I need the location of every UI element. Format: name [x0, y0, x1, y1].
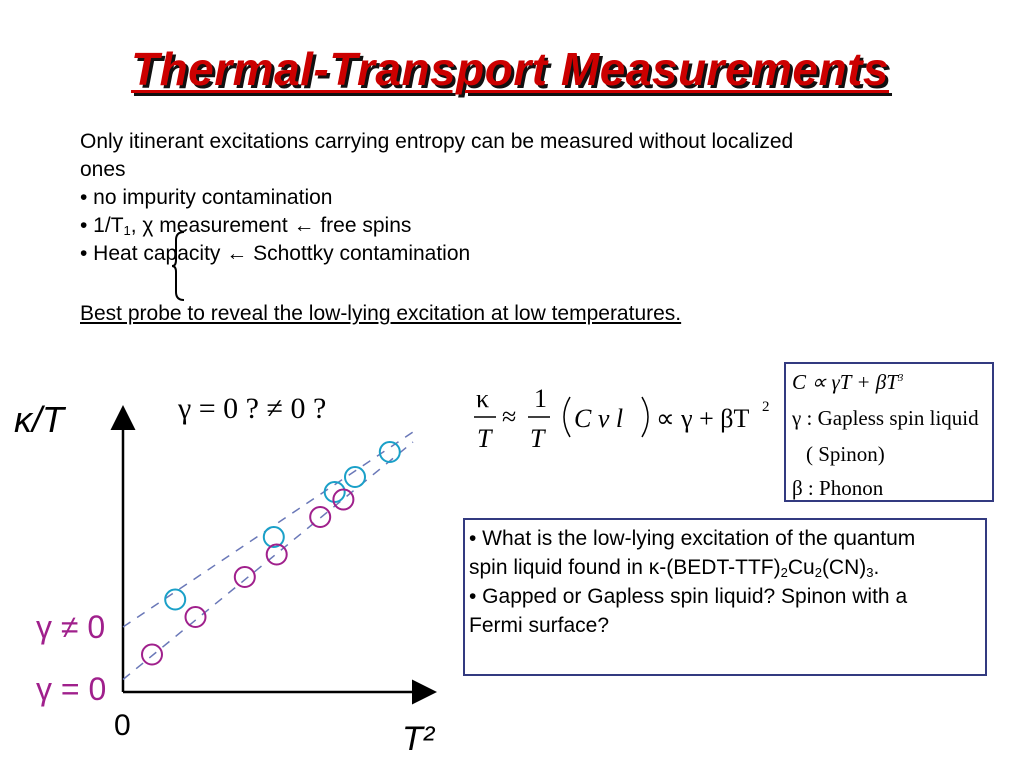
- eq-frac-den: T: [530, 424, 545, 453]
- eq-frac-num: 1: [534, 384, 547, 413]
- q1-sub2: 2: [814, 565, 822, 580]
- question-1-line-b: [469, 553, 981, 582]
- cyan-data-point-3: [345, 467, 365, 487]
- q1-d: (CN): [821, 556, 867, 579]
- eq-rhs-exp: 2: [762, 399, 770, 415]
- intro-line-1: Only itinerant excitations carrying entropy can be measured without localized: [80, 130, 794, 153]
- q1-sub1: 2: [780, 565, 788, 580]
- heat-capacity-legend-box: [784, 362, 994, 502]
- legend-line-1: [792, 372, 903, 393]
- bullet-nmr-sub: 1: [123, 223, 131, 238]
- legend-line-2: γ : Gapless spin liquid: [792, 406, 979, 430]
- kappa-plot: [0, 370, 460, 768]
- purple-data-point-5: [333, 490, 353, 510]
- purple-data-point-1: [186, 607, 206, 627]
- eq-rhs: ∝ γ + βT: [656, 404, 750, 433]
- kappa-equation: [470, 375, 780, 465]
- cyan-data-point-2: [325, 482, 345, 502]
- bullet-heat-capacity: • Heat capacity ← Schottky contamination: [80, 242, 471, 265]
- purple-data-point-2: [235, 567, 255, 587]
- eq-paren-content: C v l: [574, 404, 624, 433]
- q1-c: Cu: [787, 556, 815, 579]
- bullet-nmr-a: • 1/T: [80, 214, 124, 237]
- purple-data-point-0: [142, 645, 162, 665]
- intro-text: [80, 128, 910, 268]
- question-box: [463, 518, 987, 676]
- eq-lhs-num: κ: [476, 384, 490, 413]
- bullet-nmr: [80, 212, 910, 240]
- gamma-question-label: γ = 0 ? ≠ 0 ?: [178, 392, 327, 425]
- q1-b: spin liquid found in κ-(BEDT-TTF): [469, 556, 781, 579]
- q1-sub3: 3: [866, 565, 874, 580]
- x-axis-label: T²: [402, 720, 435, 758]
- intro-line-2: ones: [80, 158, 126, 181]
- legend-line-4: β : Phonon: [792, 476, 884, 500]
- legend-line-3: ( Spinon): [806, 442, 885, 466]
- question-2-line-a: • Gapped or Gapless spin liquid? Spinon with a: [469, 585, 908, 608]
- eq-right-paren: [642, 397, 648, 437]
- cyan-data-point-0: [165, 590, 185, 610]
- purple-data-point-4: [310, 507, 330, 527]
- eq-lhs-den: T: [477, 424, 492, 453]
- origin-label: 0: [114, 709, 131, 742]
- legend-line-1-text: C ∝ γT + βT: [792, 370, 898, 394]
- y-axis-label: κ/T: [14, 399, 64, 440]
- q1-e: .: [873, 556, 880, 579]
- legend-line-1-exp: 3: [897, 372, 904, 384]
- slide-title: Thermal-Transport Measurements: [130, 43, 890, 95]
- curly-brace-icon: [170, 230, 190, 302]
- eq-left-paren: [564, 397, 570, 437]
- eq-approx: ≈: [502, 402, 517, 431]
- bullet-nmr-b: , χ measurement ← free spins: [130, 214, 412, 237]
- gamma-zero-label: γ = 0: [36, 671, 107, 707]
- gamma-nonzero-label: γ ≠ 0: [36, 609, 106, 645]
- conclusion-text: Best probe to reveal the low-lying excitation at low temperatures.: [80, 302, 682, 325]
- question-1-line-a: • What is the low-lying excitation of the quantum: [469, 527, 916, 550]
- bullet-impurity: • no impurity contamination: [80, 186, 333, 209]
- question-2-line-b: Fermi surface?: [469, 614, 610, 637]
